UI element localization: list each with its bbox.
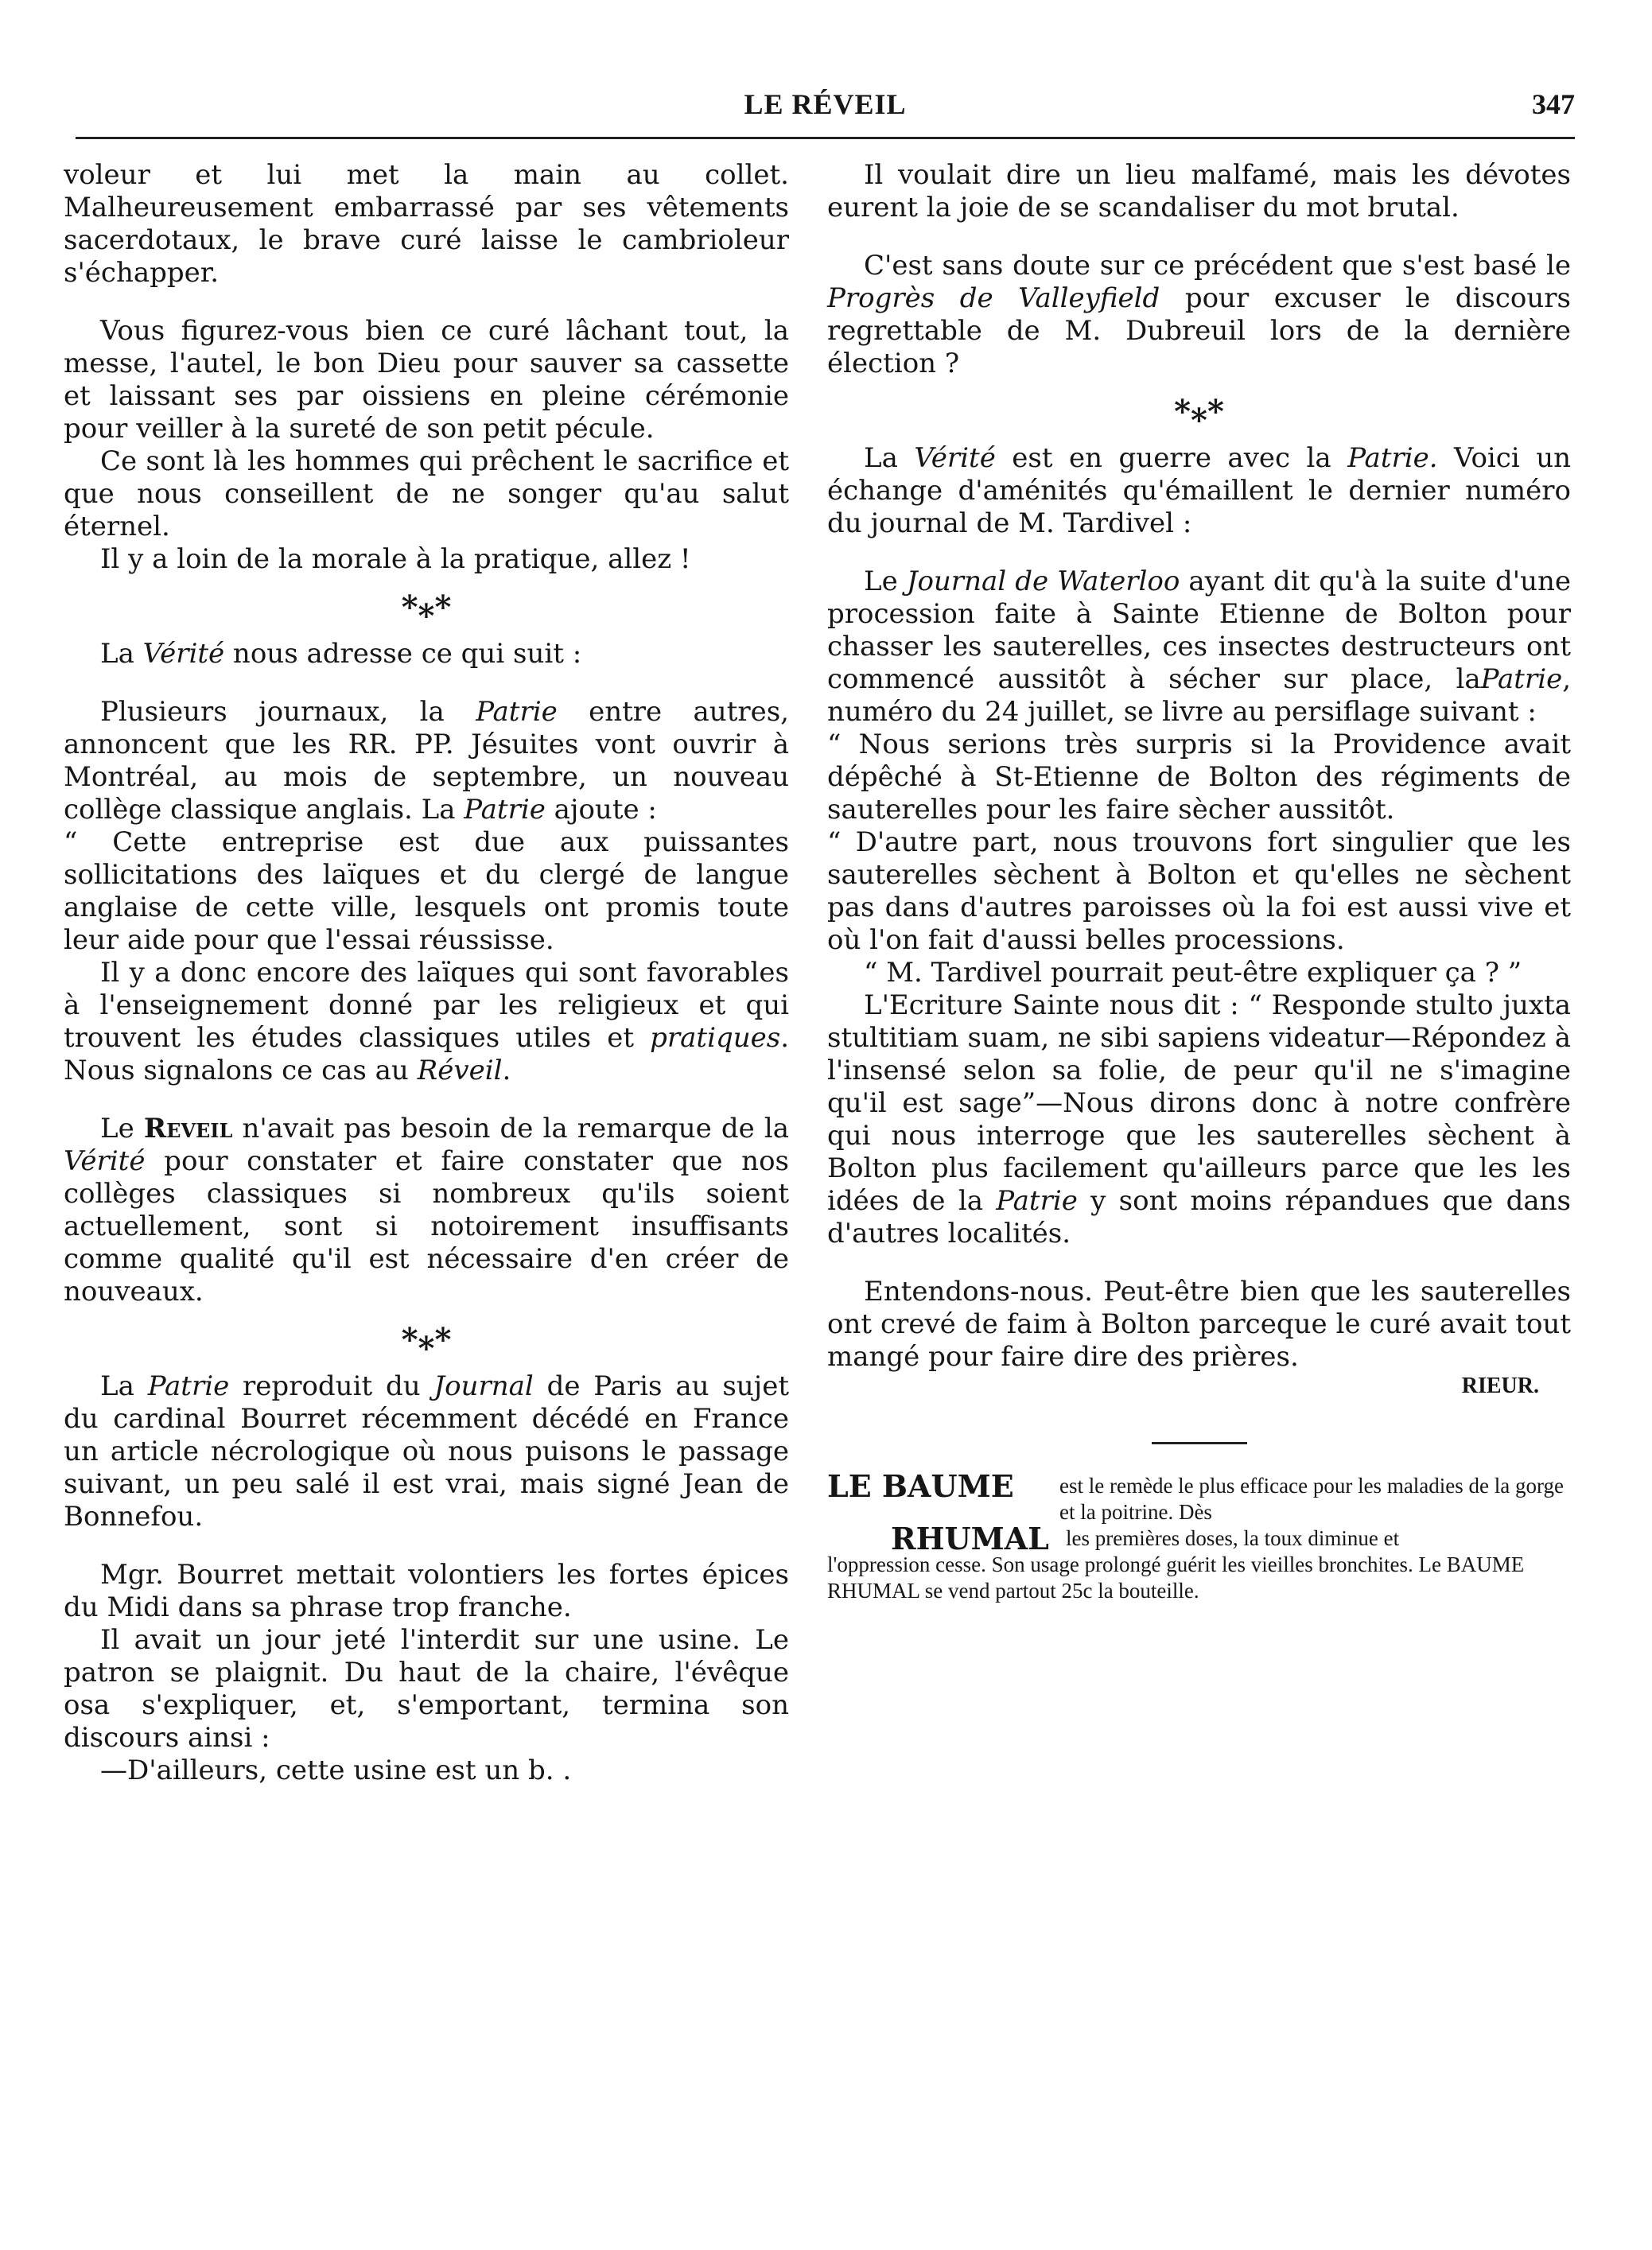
advertisement <box>827 1468 1571 1604</box>
quoted-paragraph: “ D'autre part, nous trouvons fort singulier que les sauterelles sèchent à Bolton et qu'elles ne sèchent pas dans d'autres paroisses où la foi est aussi vive et où l'on fait d'aussi belles processions. <box>827 826 1571 956</box>
left-column <box>64 159 789 1787</box>
quoted-paragraph: “ Cette entreprise est due aux puissantes sollicitations des laïques et du clergé de langue anglaise de cette ville, lesquels ont promis toute leur aide pour que l'essai réussisse. <box>64 826 789 956</box>
section-separator: *⁎* <box>1174 393 1224 430</box>
paragraph: L'Ecriture Sainte nous dit : “ Responde stulto juxta stultitiam suam, ne sibi sapiens videatur—Répondez à l'insensé selon sa folie, de peur qu'il ne s'imagine qu'il est sage”—Nous dirons donc à notre confrère qui nous interroge que les sauterelles sèchent à Bolton plus facilement qu'ailleurs parce que les les idées de la Patrie y sont moins répandues que dans d'autres localités. <box>827 989 1571 1249</box>
paragraph: Vous figurez-vous bien ce curé lâchant tout, la messe, l'autel, le bon Dieu pour sauver sa cassette et laissant ses par oissiens en pleine cérémonie pour veiller à la sureté de son petit pécule. <box>64 315 789 445</box>
paragraph: Il voulait dire un lieu malfamé, mais les dévotes eurent la joie de se scandaliser du mot brutal. <box>827 159 1571 223</box>
paragraph: Mgr. Bourret mettait volontiers les fortes épices du Midi dans sa phrase trop franche. <box>64 1559 789 1623</box>
paragraph: Ce sont là les hommes qui prêchent le sacrifice et que nous conseillent de ne songer qu'au salut éternel. <box>64 445 789 542</box>
ad-brand-line1: LE BAUME <box>827 1468 1014 1504</box>
ad-text-line: les premières doses, la toux diminue et <box>1066 1526 1400 1550</box>
paragraph: La Patrie reproduit du Journal de Paris au sujet du cardinal Bourret récemment décédé en France un article nécrologique où nous puisons le passage suivant, un peu salé il est vrai, mais signé Jean de Bonnefou. <box>64 1370 790 1533</box>
author-signature: RIEUR. <box>1461 1374 1539 1398</box>
ad-text-line: est le remède le plus efficace pour les maladies de la gorge et la poitrine. Dès <box>1059 1474 1564 1524</box>
section-separator: *⁎* <box>401 1321 452 1358</box>
section-separator: *⁎* <box>401 589 452 626</box>
page-number: 347 <box>1532 88 1575 120</box>
paragraph: Plusieurs journaux, la Patrie entre autres, annoncent que les RR. PP. Jésuites vont ouvrir à Montréal, au mois de septembre, un nouveau collège classique anglais. La Patrie ajoute : <box>64 696 789 826</box>
paragraph: Il y a loin de la morale à la pratique, allez ! <box>100 543 691 575</box>
section-divider <box>1152 1442 1247 1444</box>
page-header <box>76 81 1575 129</box>
paragraph: La Vérité est en guerre avec la Patrie. Voici un échange d'aménités qu'émaillent le dernier numéro du journal de M. Tardivel : <box>827 442 1572 539</box>
ad-brand-line2: RHUMAL <box>891 1521 1049 1556</box>
journal-title: LE RÉVEIL <box>744 88 907 120</box>
quoted-paragraph: “ Nous serions très surpris si la Providence avait dépêché à St-Etienne de Bolton des régiments de sauterelles pour les faire sècher aussitôt. <box>827 729 1571 826</box>
paragraph: Le Reveil n'avait pas besoin de la remarque de la Vérité pour constater et faire constater que nos collèges classiques si nombreux qu'ils soient actuellement, sont si notoirement insuffisants comme qualité qu'il est nécessaire d'en créer de nouveaux. <box>64 1113 789 1308</box>
right-column <box>827 159 1571 1604</box>
paragraph: Le Journal de Waterloo ayant dit qu'à la suite d'une procession faite à Sainte Etienne de Bolton pour chasser les sauterelles, ces insectes destructeurs ont commencé aussitôt à sécher sur place, laPatrie, numéro du 24 juillet, se livre au persiflage suivant : <box>827 565 1571 728</box>
paragraph: Entendons-nous. Peut-être bien que les sauterelles ont crevé de faim à Bolton parceque le curé avait tout mangé pour faire dire des prières. <box>827 1276 1571 1373</box>
paragraph: La Vérité nous adresse ce qui suit : <box>100 638 582 670</box>
header-rule <box>76 137 1575 139</box>
paragraph: C'est sans doute sur ce précédent que s'est basé le Progrès de Valleyfield pour excuser le discours regrettable de M. Dubreuil lors de la dernière élection ? <box>827 250 1571 379</box>
ad-text-line: l'oppression cesse. Son usage prolongé guérit les vieilles bronchites. Le BAUME RHUMAL se vend partout 25c la bouteille. <box>827 1552 1525 1603</box>
paragraph: voleur et lui met la main au collet. Malheureusement embarrassé par ses vêtements sacerdotaux, le brave curé laisse le cambrioleur s'échapper. <box>64 159 789 289</box>
paragraph: —D'ailleurs, cette usine est un b. . <box>100 1755 572 1786</box>
paragraph: Il avait un jour jeté l'interdit sur une usine. Le patron se plaignit. Du haut de la chaire, l'évêque osa s'expliquer, et, s'emportant, termina son discours ainsi : <box>64 1624 789 1754</box>
quoted-paragraph: “ M. Tardivel pourrait peut-être expliquer ça ? ” <box>864 957 1522 989</box>
paragraph: Il y a donc encore des laïques qui sont favorables à l'enseignement donné par les religieux et qui trouvent les études classiques utiles et pratiques. Nous signalons ce cas au Réveil. <box>64 957 789 1086</box>
